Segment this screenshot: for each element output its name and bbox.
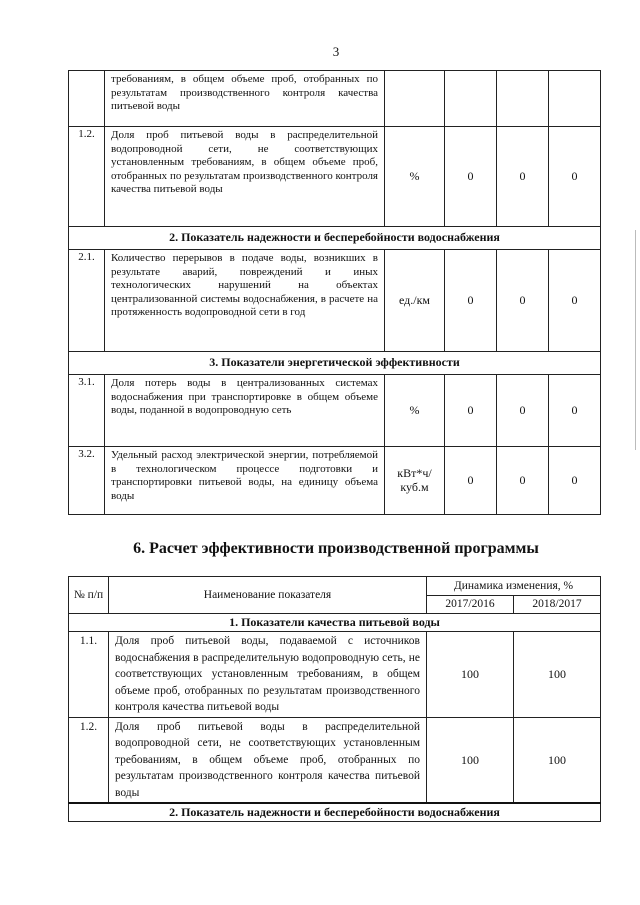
table-row — [69, 71, 601, 127]
section-title: 2. Показатель надежности и бесперебойности водоснабжения — [69, 227, 601, 250]
indicators-table — [68, 70, 601, 515]
row-number — [69, 71, 105, 127]
indicator-name: требованиям, в общем объеме проб, отобранных по результатам производственного контроля качества питьевой воды — [105, 71, 385, 127]
dynamics-value: 100 — [427, 632, 514, 718]
value-cell: 0 — [445, 447, 497, 515]
scan-edge-mark — [635, 230, 636, 450]
indicator-name: Доля потерь воды в централизованных системах водоснабжения при транспортировке в общем объеме воды, поданной в водопроводную сеть — [105, 375, 385, 447]
header-num: № п/п — [69, 577, 109, 614]
value-cell: 0 — [549, 250, 601, 352]
row-number: 3.1. — [69, 375, 105, 447]
table-row — [69, 717, 601, 803]
header-col-2018-2017: 2018/2017 — [514, 595, 601, 614]
value-cell: 0 — [445, 127, 497, 227]
indicator-name: Количество перерывов в подаче воды, возникших в результате аварий, повреждений и иных технологических нарушений на объектах централизованной системы водоснабжения, в расчете на протяженность водопроводной сети в год — [105, 250, 385, 352]
indicator-name: Доля проб питьевой воды в распределительной водопроводной сети, не соответствующих установленным требованиям, в общем объеме проб, отобранных по результатам производственного контроля качества питьевой воды — [109, 717, 427, 803]
value-cell: 0 — [549, 447, 601, 515]
unit-cell: кВт*ч/ куб.м — [385, 447, 445, 515]
unit-cell: % — [385, 127, 445, 227]
section-row — [69, 227, 601, 250]
row-number: 1.1. — [69, 632, 109, 718]
row-number: 1.2. — [69, 717, 109, 803]
row-number: 2.1. — [69, 250, 105, 352]
table-row — [69, 447, 601, 515]
unit-cell — [385, 71, 445, 127]
value-cell: 0 — [549, 375, 601, 447]
value-cell: 0 — [549, 127, 601, 227]
value-cell: 0 — [445, 375, 497, 447]
unit-cell: ед./км — [385, 250, 445, 352]
section-title: 3. Показатели энергетической эффективности — [69, 352, 601, 375]
section-title: 2. Показатель надежности и бесперебойности водоснабжения — [69, 803, 601, 822]
indicator-name: Доля проб питьевой воды в распределительной водопроводной сети, не соответствующих установленным требованиям, в общем объеме проб, отобранных по результатам производственного контроля качества питьевой воды — [105, 127, 385, 227]
row-number: 1.2. — [69, 127, 105, 227]
page-number: 3 — [332, 44, 340, 59]
header-name: Наименование показателя — [109, 577, 427, 614]
indicator-name: Доля проб питьевой воды, подаваемой с источников водоснабжения в распределительную водопроводную сеть, не соответствующих установленным требованиям, в общем объеме проб, отобранных по результатам производственного контроля качества питьевой воды — [109, 632, 427, 718]
section-6-title: 6. Расчет эффективности производственной программы — [133, 540, 539, 557]
value-cell — [497, 71, 549, 127]
table-row — [69, 375, 601, 447]
value-cell: 0 — [497, 447, 549, 515]
section-row — [69, 614, 601, 632]
section-row — [69, 352, 601, 375]
section-title: 1. Показатели качества питьевой воды — [69, 614, 601, 632]
table-row — [69, 250, 601, 352]
table-row — [69, 632, 601, 718]
value-cell: 0 — [497, 127, 549, 227]
header-col-2017-2016: 2017/2016 — [427, 595, 514, 614]
value-cell: 0 — [497, 250, 549, 352]
indicator-name: Удельный расход электрической энергии, потребляемой в технологическом процессе подготовки и транспортировки питьевой воды, на единицу объема воды — [105, 447, 385, 515]
value-cell — [549, 71, 601, 127]
dynamics-value: 100 — [427, 717, 514, 803]
value-cell: 0 — [497, 375, 549, 447]
dynamics-value: 100 — [514, 632, 601, 718]
row-number: 3.2. — [69, 447, 105, 515]
section-row — [69, 803, 601, 822]
header-dynamics: Динамика изменения, % — [427, 577, 601, 596]
value-cell: 0 — [445, 250, 497, 352]
unit-cell: % — [385, 375, 445, 447]
efficiency-table — [68, 576, 601, 822]
value-cell — [445, 71, 497, 127]
dynamics-value: 100 — [514, 717, 601, 803]
table-row — [69, 127, 601, 227]
